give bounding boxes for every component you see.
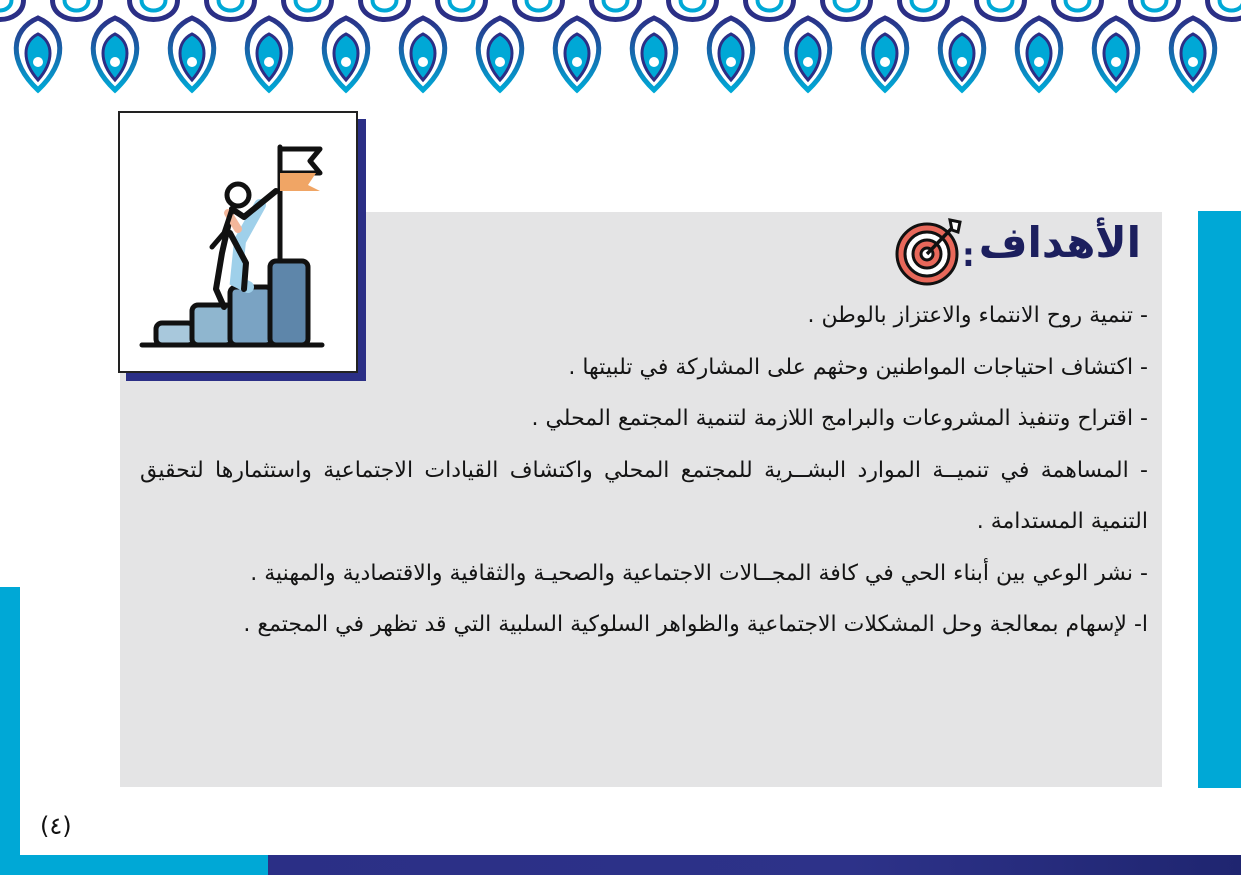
goal-item: - المساهمة في تنميــة الموارد البشــرية للمجتمع المحلي واكتشاف القيادات الاجتماعية واستثمارها لتحقيق التنمية المستدامة . [140,457,1148,534]
ornament-arc-inner [450,0,474,11]
ornament-arc-inner [219,0,243,11]
page-number: (٤) [40,812,72,840]
goal-item: - نشر الوعي بين أبناء الحي في كافة المجــالات الاجتماعية والصحيـة والثقافية والاقتصادية والمهنية . [250,560,1148,586]
ornament-arc-inner [681,0,705,11]
ornament-arc-inner [373,0,397,11]
ornament-arc-inner [912,0,936,11]
goal-item: - تنمية روح الانتماء والاعتزاز بالوطن . [807,303,1148,328]
ornament-arc-inner [296,0,320,11]
goal-item: ا- لإسهام بمعالجة وحل المشكلات الاجتماعية والظواهر السلوكية السلبية التي قد تظهر في المجتمع . [243,612,1148,637]
ornament-dot [957,57,967,67]
ornament-dot [187,57,197,67]
ornament-dot [33,57,43,67]
ornament-dot [418,57,428,67]
ornament-dot [726,57,736,67]
ornament-dot [110,57,120,67]
bottom-bar-cyan [0,855,268,875]
bottom-bar-navy [268,855,1241,875]
goals-list [140,290,1148,651]
right-accent-bar [1198,211,1241,788]
ornament-dot [649,57,659,67]
ornament-arc-inner [0,0,12,11]
ornament-arc-inner [758,0,782,11]
ornament-dot [803,57,813,67]
ornament-arc-inner [604,0,628,11]
ornament-dot [1188,57,1198,67]
ornament-dot [495,57,505,67]
ornament-arc-inner [1066,0,1090,11]
ornament-arc-inner [989,0,1013,11]
ornament-dot [1111,57,1121,67]
title-colon: : [962,236,975,274]
ornament-dot [341,57,351,67]
left-accent-bar [0,587,20,875]
ornament-dot [572,57,582,67]
goal-item: - اكتشاف احتياجات المواطنين وحثهم على المشاركة في تلبيتها . [568,354,1148,380]
ornament-dot [264,57,274,67]
target-dart-icon [892,214,966,288]
ornament-arc-inner [835,0,859,11]
section-title: الأهداف [978,218,1141,267]
goal-item: - اقتراح وتنفيذ المشروعات والبرامج اللازمة لتنمية المجتمع المحلي . [531,406,1148,431]
ornament-arc-inner [65,0,89,11]
ornament-dot [880,57,890,67]
ornament-arc-inner [1220,0,1241,11]
ornament-arc-inner [1143,0,1167,11]
ornament-arc-inner [527,0,551,11]
ornament-arc-inner [142,0,166,11]
ornament-dot [1034,57,1044,67]
header-ornament-pattern [0,0,1241,100]
